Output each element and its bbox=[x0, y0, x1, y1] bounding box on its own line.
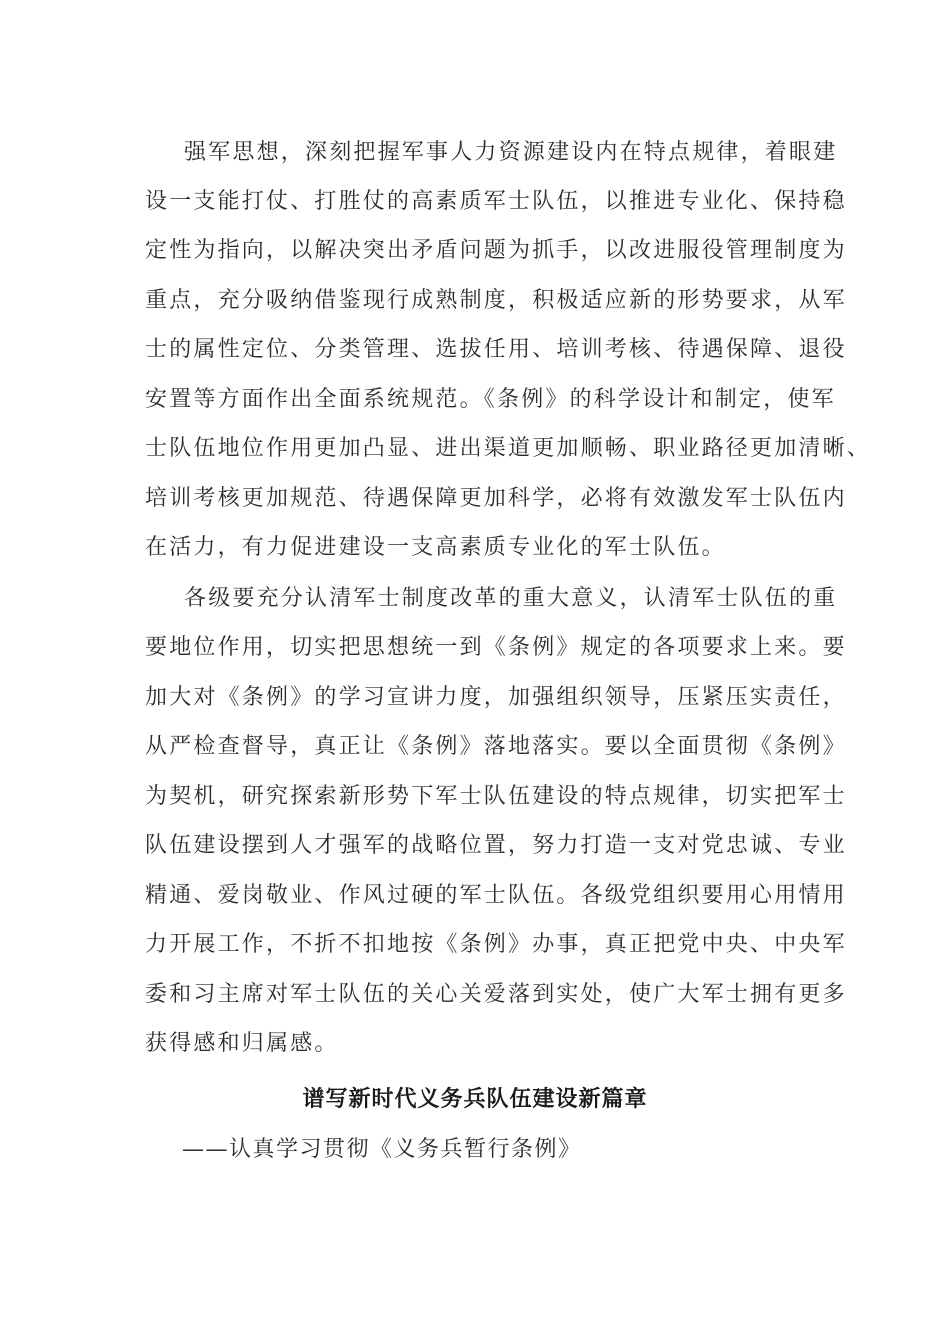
paragraph-1-line-1: 强军思想，深刻把握军事人力资源建设内在特点规律，着眼建 bbox=[184, 140, 838, 165]
paragraph-2-line-10: 获得感和归属感。 bbox=[145, 1031, 339, 1056]
paragraph-1-line-3: 定性为指向，以解决突出矛盾问题为抓手，以改进服役管理制度为 bbox=[145, 238, 847, 263]
article-subtitle: ——认真学习贯彻《义务兵暂行条例》 bbox=[182, 1137, 582, 1162]
paragraph-2-line-5: 为契机，研究探索新形势下军士队伍建设的特点规律，切实把军士 bbox=[145, 784, 847, 809]
paragraph-2-line-6: 队伍建设摆到人才强军的战略位置，努力打造一支对党忠诚、专业 bbox=[145, 833, 847, 858]
paragraph-1-line-9: 在活力，有力促进建设一支高素质专业化的军士队伍。 bbox=[145, 535, 726, 560]
paragraph-2-line-8: 力开展工作，不折不扣地按《条例》办事，真正把党中央、中央军 bbox=[145, 932, 847, 957]
paragraph-2-line-4: 从严检查督导，真正让《条例》落地落实。要以全面贯彻《条例》 bbox=[145, 734, 847, 759]
paragraph-2-line-1: 各级要充分认清军士制度改革的重大意义，认清军士队伍的重 bbox=[184, 586, 838, 611]
paragraph-1-line-7: 士队伍地位作用更加凸显、进出渠道更加顺畅、职业路径更加清晰、 bbox=[145, 436, 872, 461]
paragraph-1-line-8: 培训考核更加规范、待遇保障更加科学，必将有效激发军士队伍内 bbox=[145, 486, 847, 511]
paragraph-2-line-3: 加大对《条例》的学习宣讲力度，加强组织领导，压紧压实责任， bbox=[145, 685, 847, 710]
paragraph-2-line-2: 要地位作用，切实把思想统一到《条例》规定的各项要求上来。要 bbox=[145, 635, 847, 660]
paragraph-2-line-9: 委和习主席对军士队伍的关心关爱落到实处，使广大军士拥有更多 bbox=[145, 982, 847, 1007]
paragraph-2-line-7: 精通、爱岗敬业、作风过硬的军士队伍。各级党组织要用心用情用 bbox=[145, 883, 847, 908]
paragraph-1-line-4: 重点，充分吸纳借鉴现行成熟制度，积极适应新的形势要求，从军 bbox=[145, 288, 847, 313]
paragraph-1-line-6: 安置等方面作出全面系统规范。《条例》的科学设计和制定，使军 bbox=[145, 387, 836, 412]
paragraph-1-line-2: 设一支能打仗、打胜仗的高素质军士队伍，以推进专业化、保持稳 bbox=[145, 189, 847, 214]
paragraph-1-line-5: 士的属性定位、分类管理、选拔任用、培训考核、待遇保障、退役 bbox=[145, 337, 847, 362]
article-title: 谱写新时代义务兵队伍建设新篇章 bbox=[302, 1087, 648, 1112]
